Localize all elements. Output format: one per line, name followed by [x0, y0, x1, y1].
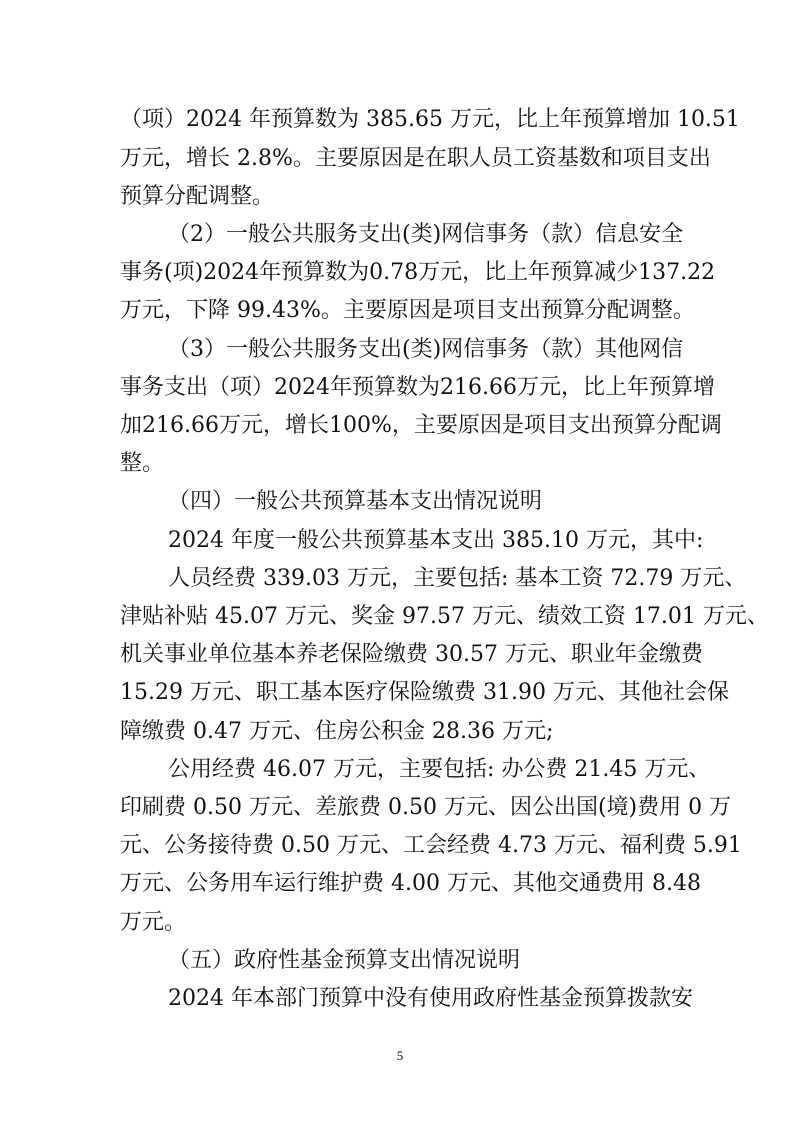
paragraph-line: 障缴费 0.47 万元、住房公积金 28.36 万元;: [120, 719, 554, 744]
page-number: 5: [396, 1048, 404, 1063]
paragraph-line: 元、公务接待费 0.50 万元、工会经费 4.73 万元、福利费 5.91: [120, 833, 742, 858]
paragraph-line: （3）一般公共服务支出(类)网信事务（款）其他网信: [168, 337, 684, 362]
paragraph-line: 万元。: [120, 910, 187, 935]
paragraph-line: 机关事业单位基本养老保险缴费 30.57 万元、职业年金缴费: [120, 642, 703, 667]
paragraph-line: （2）一般公共服务支出(类)网信事务（款）信息安全: [168, 222, 684, 247]
paragraph-line: 津贴补贴 45.07 万元、奖金 97.57 万元、绩效工资 17.01 万元、: [120, 604, 769, 629]
paragraph-line: 整。: [120, 451, 165, 476]
paragraph-line: 公用经费 46.07 万元，主要包括: 办公费 21.45 万元、: [168, 757, 711, 782]
paragraph-line: 万元，下降 99.43%。主要原因是项目支出预算分配调整。: [120, 298, 695, 323]
paragraph-line: 印刷费 0.50 万元、差旅费 0.50 万元、因公出国(境)费用 0 万: [120, 795, 732, 820]
paragraph-line: 加216.66万元，增长100%，主要原因是项目支出预算分配调: [120, 413, 722, 438]
paragraph-line: 2024 年度一般公共预算基本支出 385.10 万元，其中:: [168, 528, 704, 553]
paragraph-line: 万元、公务用车运行维护费 4.00 万元、其他交通费用 8.48: [120, 871, 701, 896]
paragraph-line: 事务支出（项）2024年预算数为216.66万元，比上年预算增: [120, 375, 715, 400]
paragraph-line: 2024 年本部门预算中没有使用政府性基金预算拨款安: [168, 986, 693, 1011]
paragraph-line: 预算分配调整。: [120, 184, 275, 209]
section-heading: （五）政府性基金预算支出情况说明: [168, 948, 521, 973]
paragraph-line: 15.29 万元、职工基本医疗保险缴费 31.90 万元、其他社会保: [120, 680, 729, 705]
paragraph-line: 事务(项)2024年预算数为0.78万元，比上年预算减少137.22: [120, 260, 716, 285]
section-heading: （四）一般公共预算基本支出情况说明: [168, 489, 543, 514]
paragraph-line: 人员经费 339.03 万元，主要包括: 基本工资 72.79 万元、: [168, 566, 747, 591]
paragraph-line: （项）2024 年预算数为 385.65 万元，比上年预算增加 10.51: [120, 107, 740, 132]
paragraph-line: 万元，增长 2.8%。主要原因是在职人员工资基数和项目支出: [120, 146, 711, 171]
